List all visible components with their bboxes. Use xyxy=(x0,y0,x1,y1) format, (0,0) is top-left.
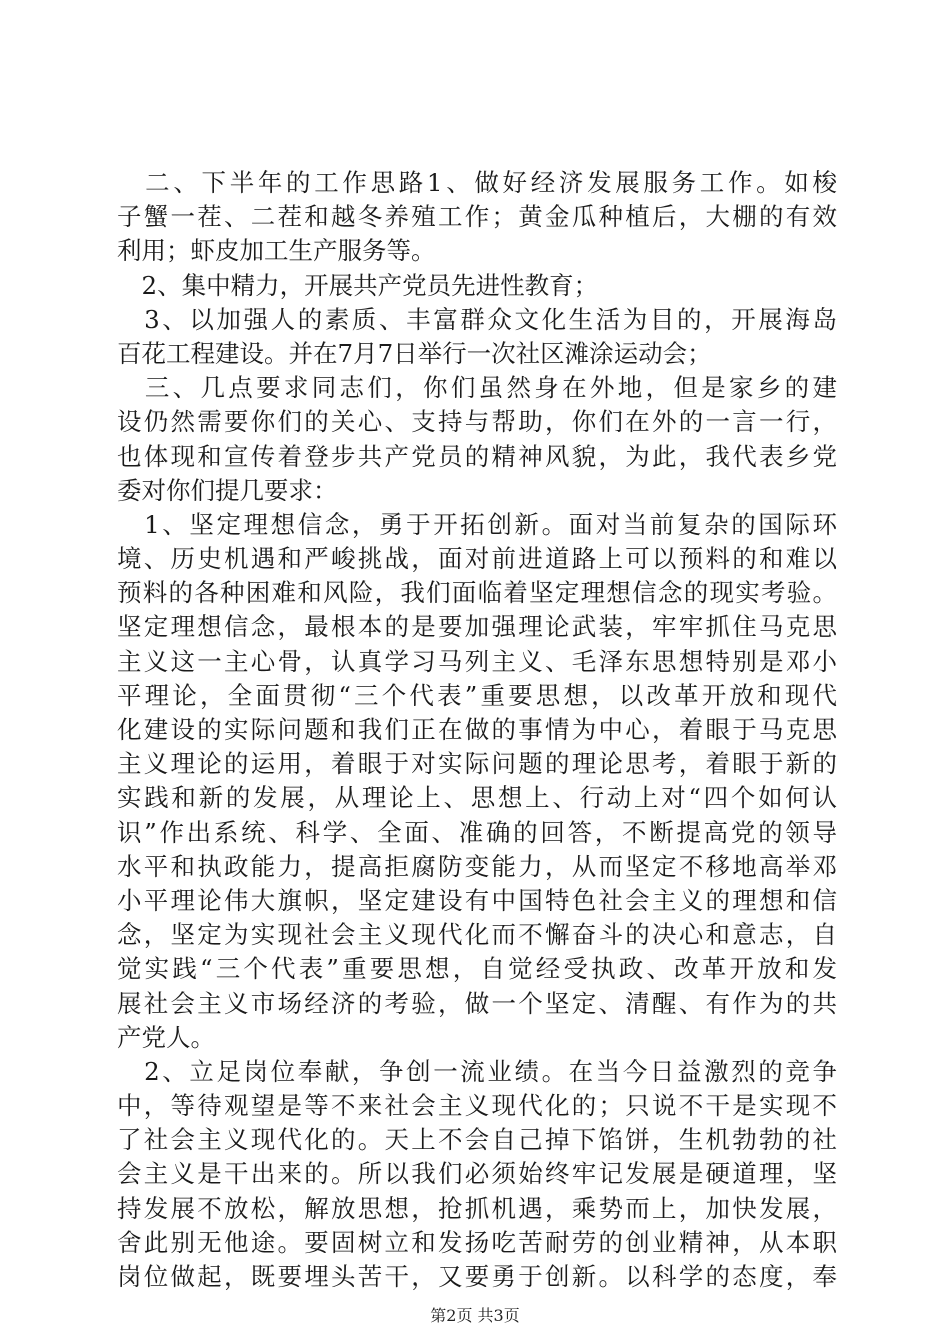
text-line: 持发展不放松，解放思想，抢抓机遇，乘势而上，加快发展， xyxy=(117,1193,837,1223)
text-line: 1、坚定理想信念，勇于开拓创新。面对当前复杂的国际环 xyxy=(117,509,837,539)
text-line: 2、立足岗位奉献，争创一流业绩。在当今日益激烈的竞争 xyxy=(117,1056,837,1086)
page-footer: 第2页 共3页 xyxy=(430,1306,520,1325)
text-line: 小平理论伟大旗帜，坚定建设有中国特色社会主义的理想和信 xyxy=(117,885,837,915)
text-line: 3、以加强人的素质、丰富群众文化生活为目的，开展海岛 xyxy=(117,304,837,334)
text-line: 三、几点要求同志们，你们虽然身在外地，但是家乡的建 xyxy=(117,373,837,403)
text-line: 子蟹一茬、二茬和越冬养殖工作；黄金瓜种植后，大棚的有效 xyxy=(117,202,837,232)
text-line: 也体现和宣传着登步共产党员的精神风貌，为此，我代表乡党 xyxy=(117,441,837,471)
text-line: 化建设的实际问题和我们正在做的事情为中心，着眼于马克思 xyxy=(117,715,837,744)
text-line: 预料的各种困难和风险，我们面临着坚定理想信念的现实考验。 xyxy=(117,578,837,608)
text-line: 二、下半年的工作思路1、做好经济发展服务工作。如梭 xyxy=(117,168,837,197)
text-line: 产党人。 xyxy=(117,1022,215,1052)
text-line: 坚定理想信念，最根本的是要加强理论武装，牢牢抓住马克思 xyxy=(117,612,837,642)
text-line: 觉实践“三个代表”重要思想，自觉经受执政、改革开放和发 xyxy=(117,954,837,984)
text-line: 中，等待观望是等不来社会主义现代化的；只说不干是实现不 xyxy=(117,1091,837,1121)
text-line: 主义理论的运用，着眼于对实际问题的理论思考，着眼于新的 xyxy=(117,749,837,779)
text-line: 2、集中精力，开展共产党员先进性教育； xyxy=(117,270,599,300)
text-line: 舍此别无他途。要固树立和发扬吃苦耐劳的创业精神，从本职 xyxy=(117,1227,837,1257)
text-line: 境、历史机遇和严峻挑战，面对前进道路上可以预料的和难以 xyxy=(117,544,837,574)
text-line: 岗位做起，既要埋头苦干，又要勇于创新。以科学的态度，奉 xyxy=(117,1262,837,1291)
text-line: 会主义是干出来的。所以我们必须始终牢记发展是硬道理，坚 xyxy=(117,1159,837,1189)
text-line: 利用；虾皮加工生产服务等。 xyxy=(117,236,436,266)
text-line: 主义这一主心骨，认真学习马列主义、毛泽东思想特别是邓小 xyxy=(117,646,837,676)
text-line: 委对你们提几要求： xyxy=(117,475,338,505)
document-body xyxy=(117,166,837,1294)
text-line: 水平和执政能力，提高拒腐防变能力，从而坚定不移地高举邓 xyxy=(117,851,837,881)
text-line: 了社会主义现代化的。天上不会自己掉下馅饼，生机勃勃的社 xyxy=(117,1125,837,1155)
text-line: 百花工程建设。并在7月7日举行一次社区滩涂运动会； xyxy=(117,338,712,368)
text-line: 展社会主义市场经济的考验，做一个坚定、清醒、有作为的共 xyxy=(117,988,837,1018)
text-line: 平理论，全面贯彻“三个代表”重要思想，以改革开放和现代 xyxy=(117,680,837,710)
text-line: 念，坚定为实现社会主义现代化而不懈奋斗的决心和意志，自 xyxy=(117,920,837,950)
text-line: 设仍然需要你们的关心、支持与帮助，你们在外的一言一行， xyxy=(117,407,837,437)
text-line: 识”作出系统、科学、全面、准确的回答，不断提高党的领导 xyxy=(117,817,837,847)
text-line: 实践和新的发展，从理论上、思想上、行动上对“四个如何认 xyxy=(117,783,837,813)
